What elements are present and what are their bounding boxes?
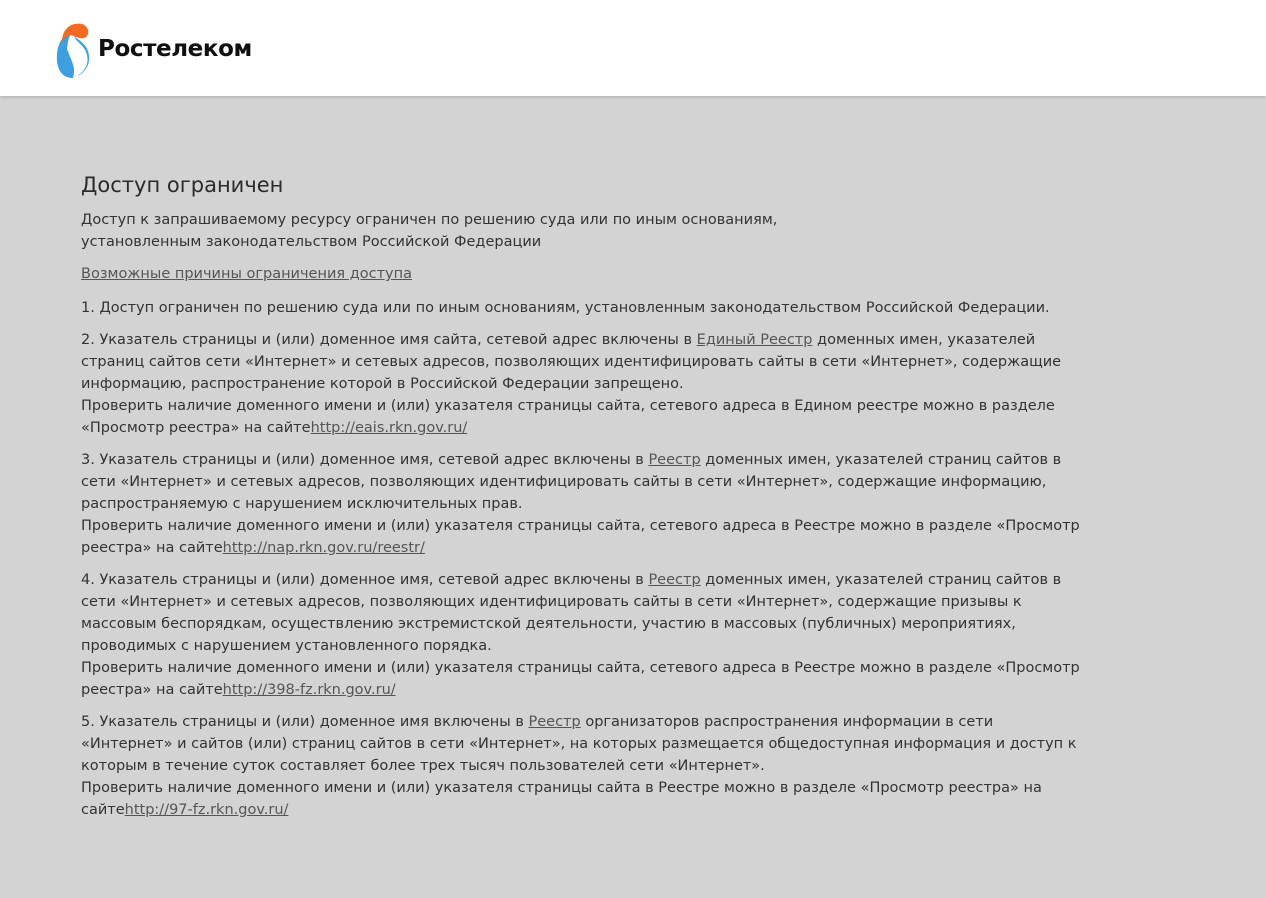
reason-item-2	[81, 329, 1081, 439]
registry-link-5[interactable]: Реестр	[528, 714, 581, 730]
reason-item-4	[81, 569, 1081, 701]
reason-5-text-before: 5. Указатель страницы и (или) доменное имя включены в	[81, 714, 529, 730]
logo-wordmark: Ростелеком	[98, 36, 252, 62]
reason-item-5	[81, 711, 1081, 821]
intro-line-1: Доступ к запрашиваемому ресурсу ограничен по решению суда или по иным основаниям,	[81, 212, 778, 228]
reason-4-text-before: 4. Указатель страницы и (или) доменное имя, сетевой адрес включены в	[81, 572, 649, 588]
intro-text	[81, 209, 1081, 253]
reason-item-3	[81, 449, 1081, 559]
main-content	[81, 170, 1081, 831]
reason-3-text-after: доменных имен, указателей страниц сайтов в сети «Интернет» и сетевых адресов, позволяющих идентифицировать сайты в сети «Интернет», содержащие информацию, распространяемую с нарушением исключительных прав.	[81, 452, 1062, 512]
reason-4-text-after: доменных имен, указателей страниц сайтов в сети «Интернет» и сетевых адресов, позволяющих идентифицировать сайты в сети «Интернет», содержащие призывы к массовым беспорядкам, осуществлению экстремистской деятельности, участию в массовых (публичных) мероприятиях, проводимых с нарушением установленного порядка.	[81, 572, 1062, 654]
reason-2-check-text: Проверить наличие доменного имени и (или) указателя страницы сайта, сетевого адреса в Едином реестре можно в разделе «Просмотр реестра» на сайте	[81, 398, 1055, 436]
page-title: Доступ ограничен	[81, 173, 284, 197]
97-fz-url-link[interactable]: http://97-fz.rkn.gov.ru/	[124, 802, 289, 818]
unified-registry-link[interactable]: Единый Реестр	[696, 332, 813, 348]
intro-line-2: установленным законодательством Российской Федерации	[81, 234, 542, 250]
reason-3-text-before: 3. Указатель страницы и (или) доменное имя, сетевой адрес включены в	[81, 452, 649, 468]
registry-link-4[interactable]: Реестр	[648, 572, 701, 588]
nap-url-link[interactable]: http://nap.rkn.gov.ru/reestr/	[222, 540, 425, 556]
possible-reasons-link[interactable]: Возможные причины ограничения доступа	[81, 266, 412, 282]
rostelecom-logo[interactable]	[56, 20, 252, 78]
reason-item-1	[81, 297, 1081, 319]
reason-2-text-after: доменных имен, указателей страниц сайтов сети «Интернет» и сетевых адресов, позволяющих идентифицировать сайты в сети «Интернет», содержащие информацию, распространение которой в Российской Федерации запрещено.	[81, 332, 1062, 392]
rostelecom-logo-icon	[56, 20, 90, 78]
reason-2-text-before: 2. Указатель страницы и (или) доменное имя сайта, сетевой адрес включены в	[81, 332, 697, 348]
398-fz-url-link[interactable]: http://398-fz.rkn.gov.ru/	[222, 682, 396, 698]
reason-5-check-text: Проверить наличие доменного имени и (или) указателя страницы сайта в Реестре можно в разделе «Просмотр реестра» на сайте	[81, 780, 1042, 818]
reason-5-text-after: организаторов распространения информации в сети «Интернет» и сайтов (или) страниц сайтов в сети «Интернет», на которых размещается общедоступная информация и доступ к которым в течение суток составляет более трех тысяч пользователей сети «Интернет».	[81, 714, 1077, 774]
registry-link-3[interactable]: Реестр	[648, 452, 701, 468]
reason-1-text: 1. Доступ ограничен по решению суда или по иным основаниям, установленным законодательством Российской Федерации.	[81, 300, 1050, 316]
reason-3-check-text: Проверить наличие доменного имени и (или) указателя страницы сайта, сетевого адреса в Реестре можно в разделе «Просмотр реестра» на сайте	[81, 518, 1080, 556]
site-header	[0, 0, 1266, 96]
reason-4-check-text: Проверить наличие доменного имени и (или) указателя страницы сайта, сетевого адреса в Реестре можно в разделе «Просмотр реестра» на сайте	[81, 660, 1080, 698]
eais-url-link[interactable]: http://eais.rkn.gov.ru/	[310, 420, 468, 436]
